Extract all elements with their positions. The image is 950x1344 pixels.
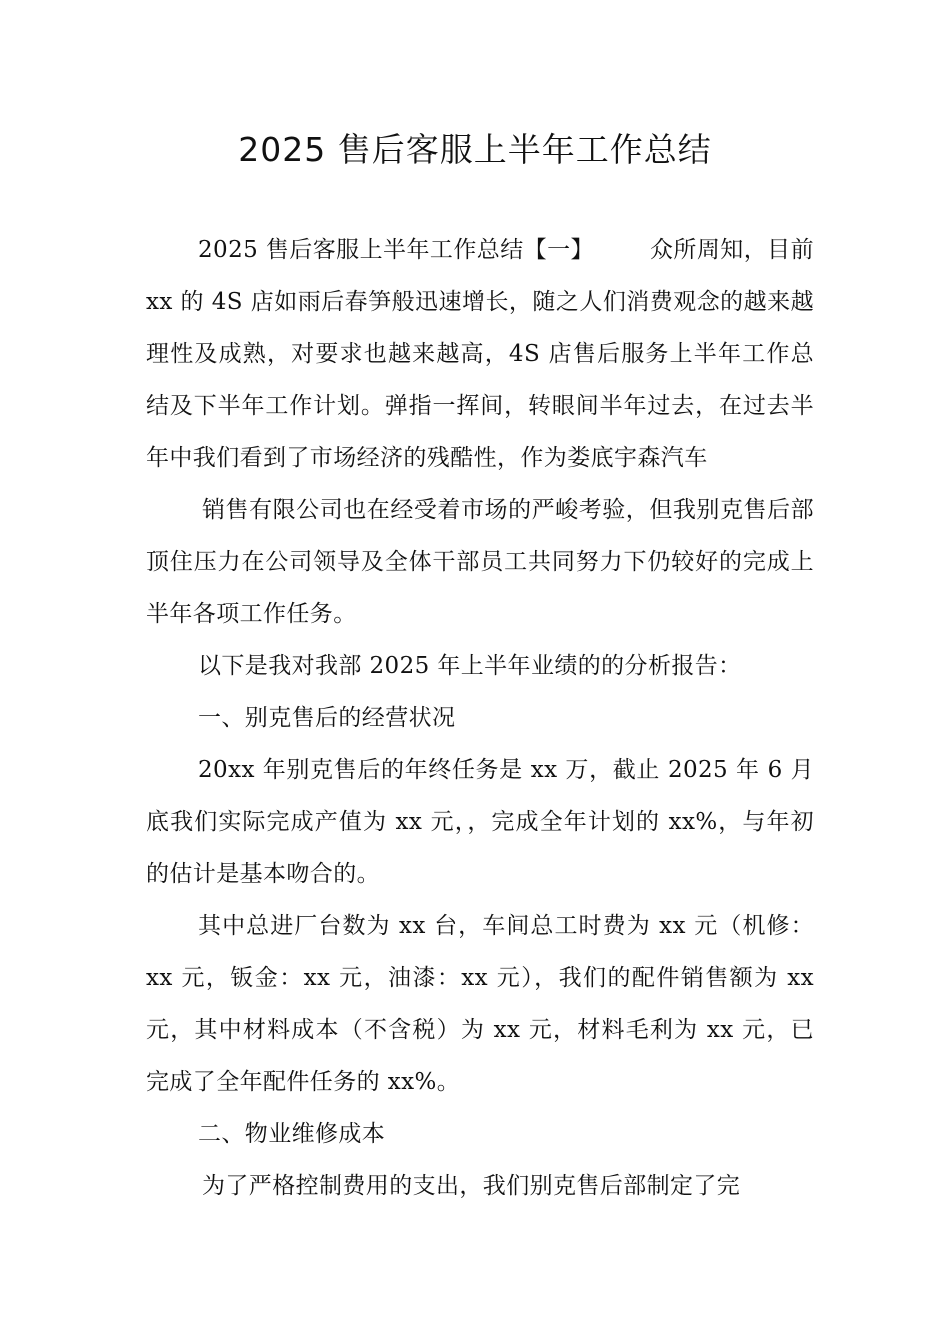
paragraph-5: 其中总进厂台数为 xx 台，车间总工时费为 xx 元（机修：xx 元，钣金：xx 元，油漆：xx 元），我们的配件销售额为 xx 元，其中材料成本（不含税）为 xx 元，材料毛利为 xx 元，已完成了全年配件任务的 xx%。 <box>146 913 814 1095</box>
paragraph-2: 销售有限公司也在经受着市场的严峻考验，但我别克售后部顶住压力在公司领导及全体干部员工共同努力下仍较好的完成上半年各项工作任务。 <box>146 497 814 627</box>
section-heading-1: 一、别克售后的经营状况 <box>198 705 456 731</box>
paragraph-3: 以下是我对我部 2025 年上半年业绩的的分析报告： <box>198 653 742 679</box>
paragraph-intro <box>146 224 814 484</box>
paragraph-4: 20xx 年别克售后的年终任务是 xx 万，截止 2025 年 6 月底我们实际完成产值为 xx 元，，完成全年计划的 xx%，与年初的估计是基本吻合的。 <box>146 757 814 887</box>
intro-heading: 2025 售后客服上半年工作总结【一】 <box>198 237 594 263</box>
document-title: 2025 售后客服上半年工作总结 <box>238 130 712 169</box>
paragraph-1-text: 众所周知，目前 xx 的 4S 店如雨后春笋般迅速增长，随之人们消费观念的越来越理性及成熟，对要求也越来越高，4S 店售后服务上半年工作总结及下半年工作计划。弹指一挥间，转眼间半年过去，在过去半年中我们看到了市场经济的残酷性，作为娄底宇森汽车 <box>146 237 814 471</box>
paragraph-6: 为了严格控制费用的支出，我们别克售后部制定了完 <box>202 1173 741 1199</box>
section-heading-2: 二、物业维修成本 <box>198 1121 386 1147</box>
document-body <box>146 224 814 1212</box>
